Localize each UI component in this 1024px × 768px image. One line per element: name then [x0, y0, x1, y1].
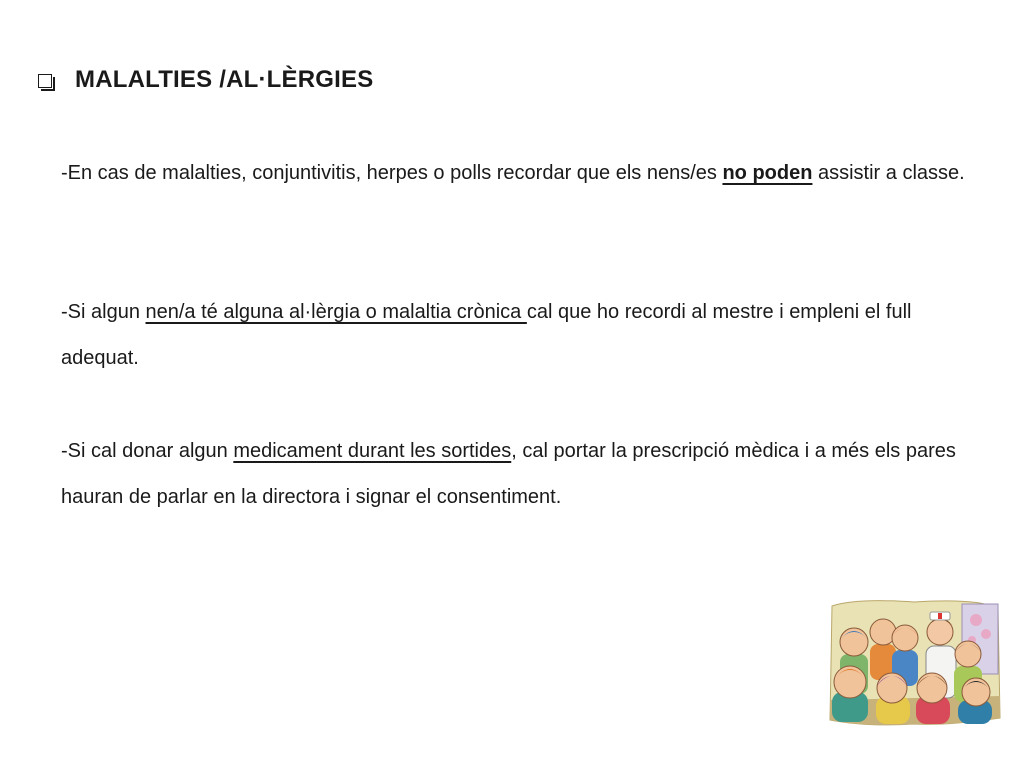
slide-title: MALALTIES /AL·LÈRGIES: [75, 66, 374, 93]
children-nurse-illustration-icon: [826, 596, 1002, 728]
paragraph-medication-text-end: , cal portar la prescripció mèdica i a més els pares hauran de parlar en la directora i signar el consentiment.: [61, 440, 956, 508]
paragraph-illness: [61, 150, 981, 196]
paragraph-illness-emphasis: no poden: [722, 162, 813, 184]
paragraph-medication-text: -Si cal donar algun: [61, 440, 234, 462]
paragraph-allergy-text-end: cal que ho recordi al mestre i empleni el full adequat.: [61, 301, 912, 369]
checkbox-bullet-icon: [38, 72, 55, 89]
paragraph-allergy-emphasis: nen/a té alguna al·lèrgia o malaltia crònica: [145, 301, 527, 323]
paragraph-illness-text-end: assistir a classe.: [812, 162, 965, 184]
heading-row: [38, 66, 373, 94]
paragraph-medication: [61, 428, 981, 520]
paragraph-allergy-text: -Si algun: [61, 301, 146, 323]
paragraph-medication-emphasis: medicament durant les sortides: [233, 440, 512, 462]
paragraph-illness-text: -En cas de malalties, conjuntivitis, herpes o polls recordar que els nens/es: [61, 162, 723, 184]
paragraph-allergy: [61, 289, 981, 381]
